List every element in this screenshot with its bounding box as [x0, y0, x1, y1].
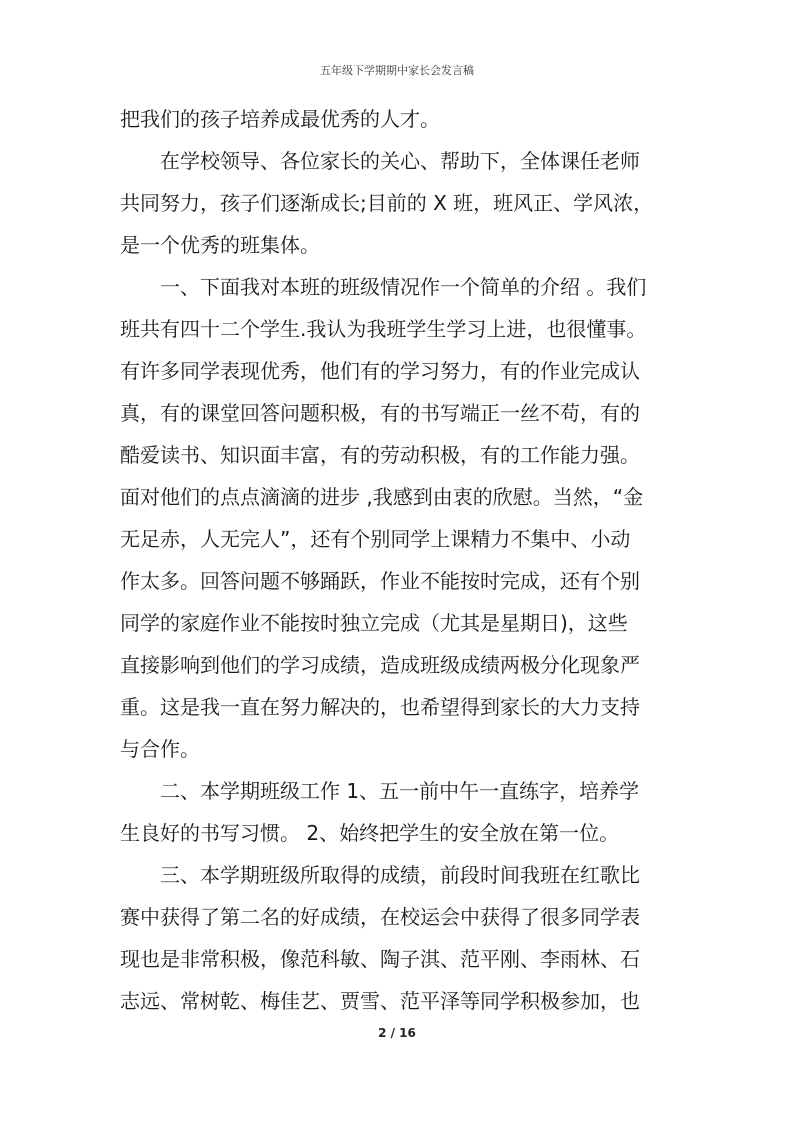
text-line: 现也是非常积极，像范科敏、陶子淇、范平刚、李雨林、石: [120, 947, 640, 971]
text-line: 班共有四十二个学生.我认为我班学生学习上进，也很懂事。: [120, 317, 647, 341]
text-line: 无足赤，人无完人”，还有个别同学上课精力不集中、小动: [120, 527, 631, 551]
text-line: 生良好的书写习惯。 2、始终把学生的安全放在第一位。: [120, 821, 620, 845]
text-line: 把我们的孩子培养成最优秀的人才。: [120, 107, 440, 131]
text-line: 二、本学期班级工作 1、五一前中午一直练字，培养学: [120, 779, 640, 803]
text-line: 一、下面我对本班的班级情况作一个简单的介绍 。我们: [120, 275, 647, 299]
text-line: 与合作。: [120, 737, 200, 761]
text-line: 是一个优秀的班集体。: [120, 233, 320, 257]
text-line: 有许多同学表现优秀，他们有的学习努力，有的作业完成认: [120, 359, 640, 383]
text-line: 共同努力，孩子们逐渐成长;目前的 X 班，班风正、学风浓，: [120, 191, 654, 215]
text-line: 三、本学期班级所取得的成绩，前段时间我班在红歌比: [120, 863, 640, 887]
text-line: 在学校领导、各位家长的关心、帮助下，全体课任老师: [120, 149, 640, 173]
text-line: 同学的家庭作业不能按时独立完成（尤其是星期日)，这些: [120, 611, 628, 635]
text-line: 作太多。回答问题不够踊跃，作业不能按时完成，还有个别: [120, 569, 640, 593]
page-number: 2 / 16: [378, 1026, 416, 1040]
text-line: 赛中获得了第二名的好成绩，在校运会中获得了很多同学表: [120, 905, 640, 929]
page-header-title: 五年级下学期期中家长会发言稿: [320, 64, 474, 77]
text-line: 重。这是我一直在努力解决的，也希望得到家长的大力支持: [120, 695, 640, 719]
document-body: [120, 98, 690, 1022]
text-line: 酷爱读书、知识面丰富，有的劳动积极，有的工作能力强。: [120, 443, 640, 467]
text-line: 志远、常树乾、梅佳艺、贾雪、范平泽等同学积极参加，也: [120, 989, 640, 1013]
text-line: 真，有的课堂回答问题积极，有的书写端正一丝不苟，有的: [120, 401, 640, 425]
text-line: 面对他们的点点滴滴的进步 ,我感到由衷的欣慰。当然，“金: [120, 485, 644, 509]
text-line: 直接影响到他们的学习成绩，造成班级成绩两极分化现象严: [120, 653, 640, 677]
